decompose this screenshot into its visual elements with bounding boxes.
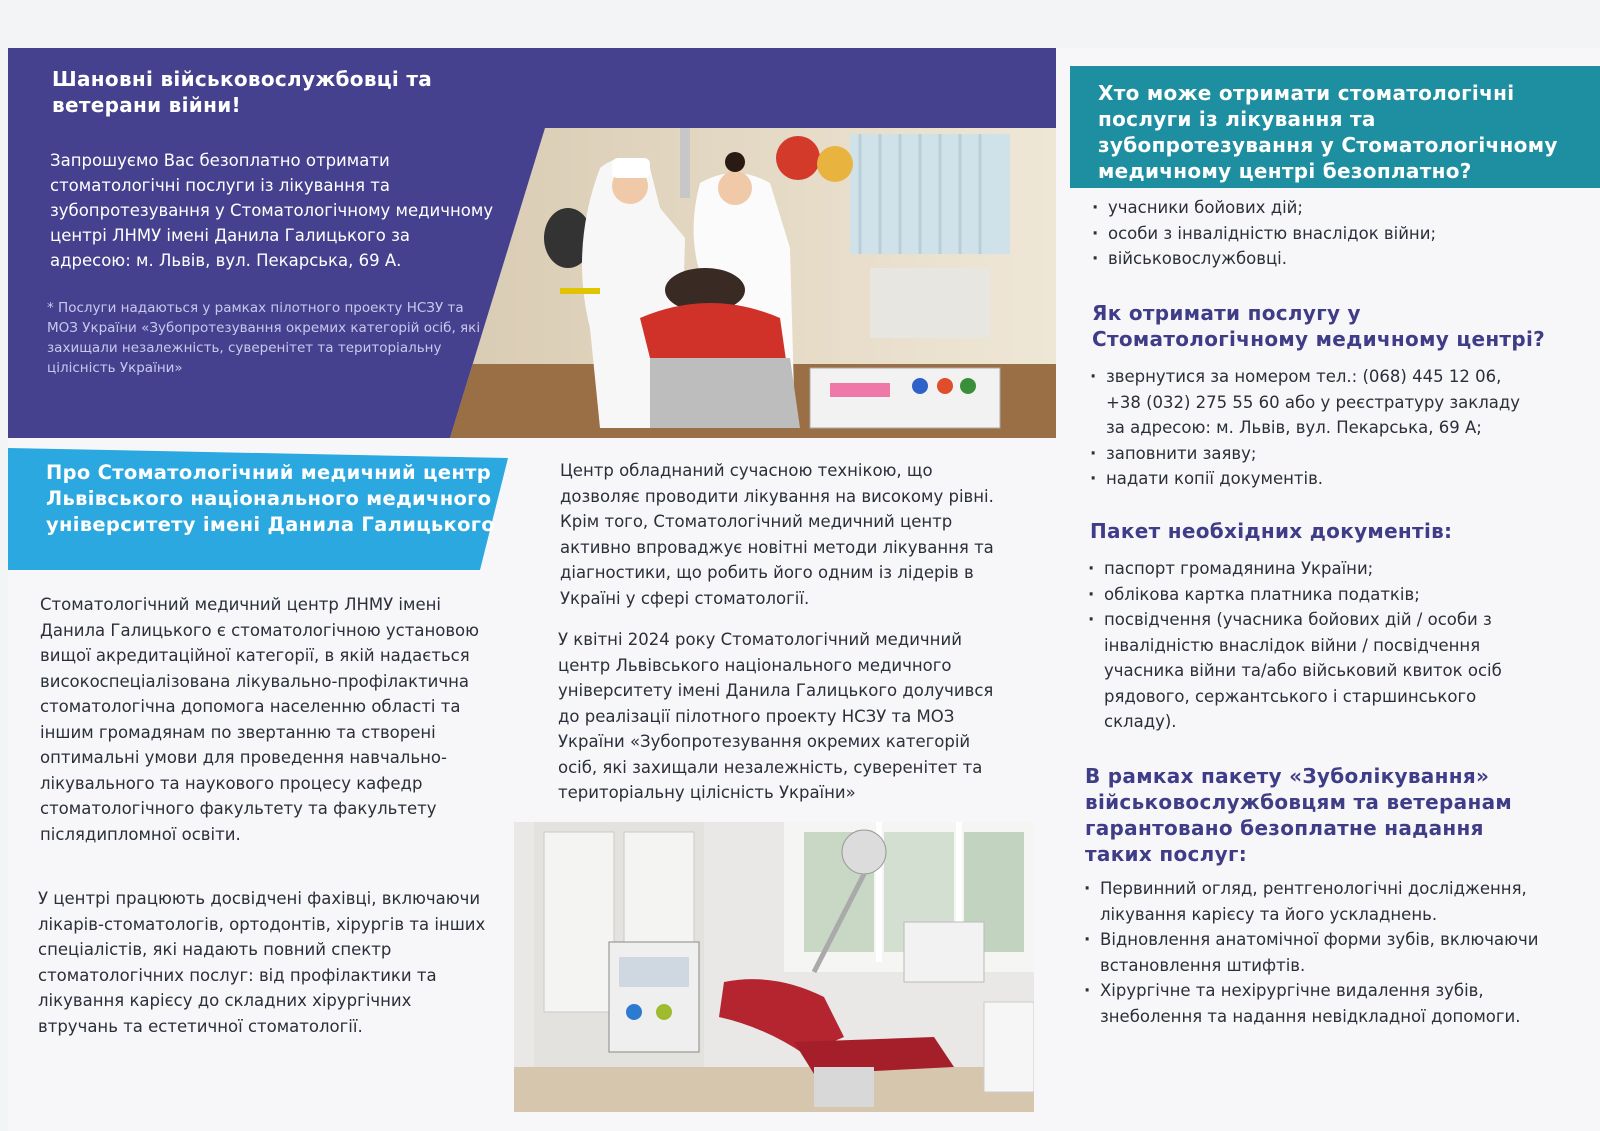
services-list — [1082, 876, 1542, 1029]
invite-text: Запрошуємо Вас безоплатно отримати стоматологічні послуги із лікування та зубопротезування у Стоматологічному медичному центрі ЛНМУ імені Данила Галицького за адресою: м. Львів, вул. Пекарська, 69 А. — [50, 151, 494, 270]
who-can-receive-heading: Хто може отримати стоматологічні послуги із лікування та зубопротезування у Стоматологічному медичному центрі безоплатно? — [1098, 81, 1558, 183]
list-item: · паспорт громадянина України; — [1086, 556, 1538, 582]
dental-room-photo — [514, 822, 1034, 1112]
who-list-block — [1090, 195, 1560, 272]
list-item: · звернутися за номером тел.: (068) 445 12 06, +38 (032) 275 55 60 або у реєстратуру закладу за адресою: м. Львів, вул. Пекарська, 69 А; — [1088, 364, 1538, 441]
steps-list — [1088, 364, 1538, 492]
eligible-list — [1090, 195, 1560, 272]
greeting-heading: Шановні військовослужбовці та ветерани війни! — [52, 67, 433, 117]
list-item: · особи з інвалідністю внаслідок війни; — [1090, 221, 1560, 247]
list-item: · надати копії документів. — [1088, 466, 1538, 492]
pilot-footnote: * Послуги надаються у рамках пілотного проекту НСЗУ та МОЗ України «Зубопротезування окремих категорій осіб, які захищали незалежність, суверенітет та територіальну цілісність України» — [47, 300, 481, 376]
pilot-paragraph: У квітні 2024 року Стоматологічний медичний центр Львівського національного медичного університету імені Данила Галицького долучився до реалізації пілотного проекту НСЗУ та МОЗ України «Зубопротезування окремих категорій осіб, які захищали незалежність, суверенітет та територіальну цілісність України» — [558, 630, 994, 802]
documents-list — [1086, 556, 1538, 735]
about-center-heading: Про Стоматологічний медичний центр Львівського національного медичного університету імені Данила Галицького — [46, 461, 495, 536]
how-list-block — [1088, 364, 1538, 492]
documents-list-block — [1086, 556, 1538, 735]
package-list-block — [1082, 876, 1542, 1029]
equipment-paragraph: Центр обладнаний сучасною технікою, що дозволяє проводити лікування на високому рівні. Крім того, Стоматологічний медичний центр активно впроваджує новітні методи лікування та діагностики, що робить його одним із лідерів в Україні у сфері стоматології. — [560, 461, 994, 608]
package-heading: В рамках пакету «Зуболікування» військовослужбовцям та ветеранам гарантовано безоплатне надання таких послуг: — [1085, 764, 1513, 866]
list-item: · учасники бойових дій; — [1090, 195, 1560, 221]
list-item: · облікова картка платника податків; — [1086, 582, 1538, 608]
list-item: · посвідчення (учасника бойових дій / особи з інвалідністю внаслідок війни / посвідчення учасника війни та/або військовий квиток осіб рядового, сержантського і старшинського складу). — [1086, 607, 1538, 735]
about-paragraph-1: Стоматологічний медичний центр ЛНМУ імені Данила Галицького є стоматологічною установою вищої акредитаційної категорії, в якій надається високоспеціалізована лікувально-профілактична стоматологічна допомога населенню області та іншим громадянам по звертанню та створені оптимальні умови для проведення навчально-лікувального та наукового процесу кафедр стоматологічного факультету та факультету післядипломної освіти. — [40, 595, 480, 844]
list-item: · Хірургічне та нехірургічне видалення зубів, знеболення та надання невідкладної допомоги. — [1082, 978, 1542, 1029]
documents-heading: Пакет необхідних документів: — [1090, 519, 1453, 543]
about-paragraph-2: У центрі працюють досвідчені фахівці, включаючи лікарів-стоматологів, ортодонтів, хірургів та інших спеціалістів, які надають повний спектр стоматологічних послуг: від профілактики та лікування карієсу до складних хірургічних втручань та естетичної стоматології. — [38, 889, 486, 1036]
list-item: · заповнити заяву; — [1088, 441, 1538, 467]
list-item: · Первинний огляд, рентгенологічні дослідження, лікування карієсу та його ускладнень. — [1082, 876, 1542, 927]
dentists-photo — [450, 128, 1056, 438]
how-to-get-heading: Як отримати послугу у Стоматологічному медичному центрі? — [1092, 301, 1546, 351]
list-item: · військовослужбовці. — [1090, 246, 1560, 272]
list-item: · Відновлення анатомічної форми зубів, включаючи встановлення штифтів. — [1082, 927, 1542, 978]
